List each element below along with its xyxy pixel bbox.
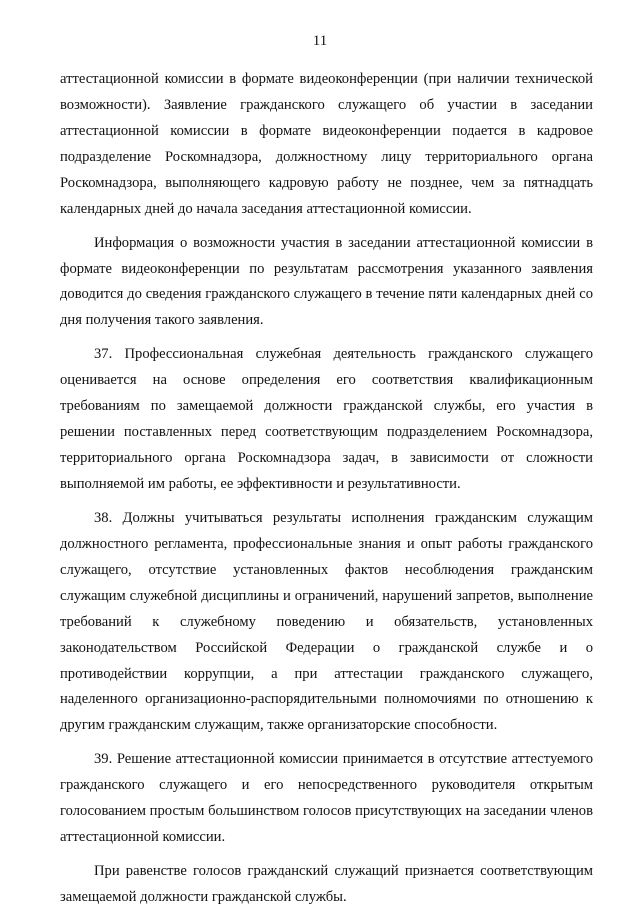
paragraph-37: 37. Профессиональная служебная деятельность гражданского служащего оценивается на основе определения его соответствия квалификационным требованиям по замещаемой должности гражданской службы, его участия в решении поставленных перед соответствующим подразделением Роскомнадзора, территориального органа Роскомнадзора задач, в зависимости от сложности выполняемой им работы, ее эффективности и результативности. bbox=[60, 346, 593, 492]
paragraph-continuation: аттестационной комиссии в формате видеоконференции (при наличии технической возможности). Заявление гражданского служащего об участии в заседании аттестационной комиссии в формате видеоконференции подается в кадровое подразделение Роскомнадзора, должностному лицу территориального органа Роскомнадзора, выполняющего кадровую работу не позднее, чем за пятнадцать календарных дней до начала заседания аттестационной комиссии. bbox=[60, 71, 593, 217]
page-number: 11 bbox=[312, 33, 328, 49]
paragraph-equal-votes: При равенстве голосов гражданский служащий признается соответствующим замещаемой должности гражданской службы. bbox=[60, 863, 593, 906]
paragraph-38: 38. Должны учитываться результаты исполнения гражданским служащим должностного регламента, профессиональные знания и опыт работы гражданского служащего, отсутствие установленных фактов несоблюдения гражданским служащим служебной дисциплины и ограничений, нарушений запретов, выполнение требований к служебному поведению и обязательств, установленных законодательством Российской Федерации о гражданской службе и о противодействии коррупции, а при аттестации гражданского служащего, наделенного организационно-распорядительными полномочиями по отношению к другим гражданским служащим, также организаторские способности. bbox=[60, 510, 593, 734]
document-body bbox=[60, 67, 593, 919]
paragraph-videoconference-info: Информация о возможности участия в заседании аттестационной комиссии в формате видеоконференции по результатам рассмотрения указанного заявления доводится до сведения гражданского служащего в течение пяти календарных дней со дня получения такого заявления. bbox=[60, 234, 593, 329]
paragraph-39: 39. Решение аттестационной комиссии принимается в отсутствие аттестуемого гражданского служащего и его непосредственного руководителя открытым голосованием простым большинством голосов присутствующих на заседании членов аттестационной комиссии. bbox=[60, 751, 593, 846]
